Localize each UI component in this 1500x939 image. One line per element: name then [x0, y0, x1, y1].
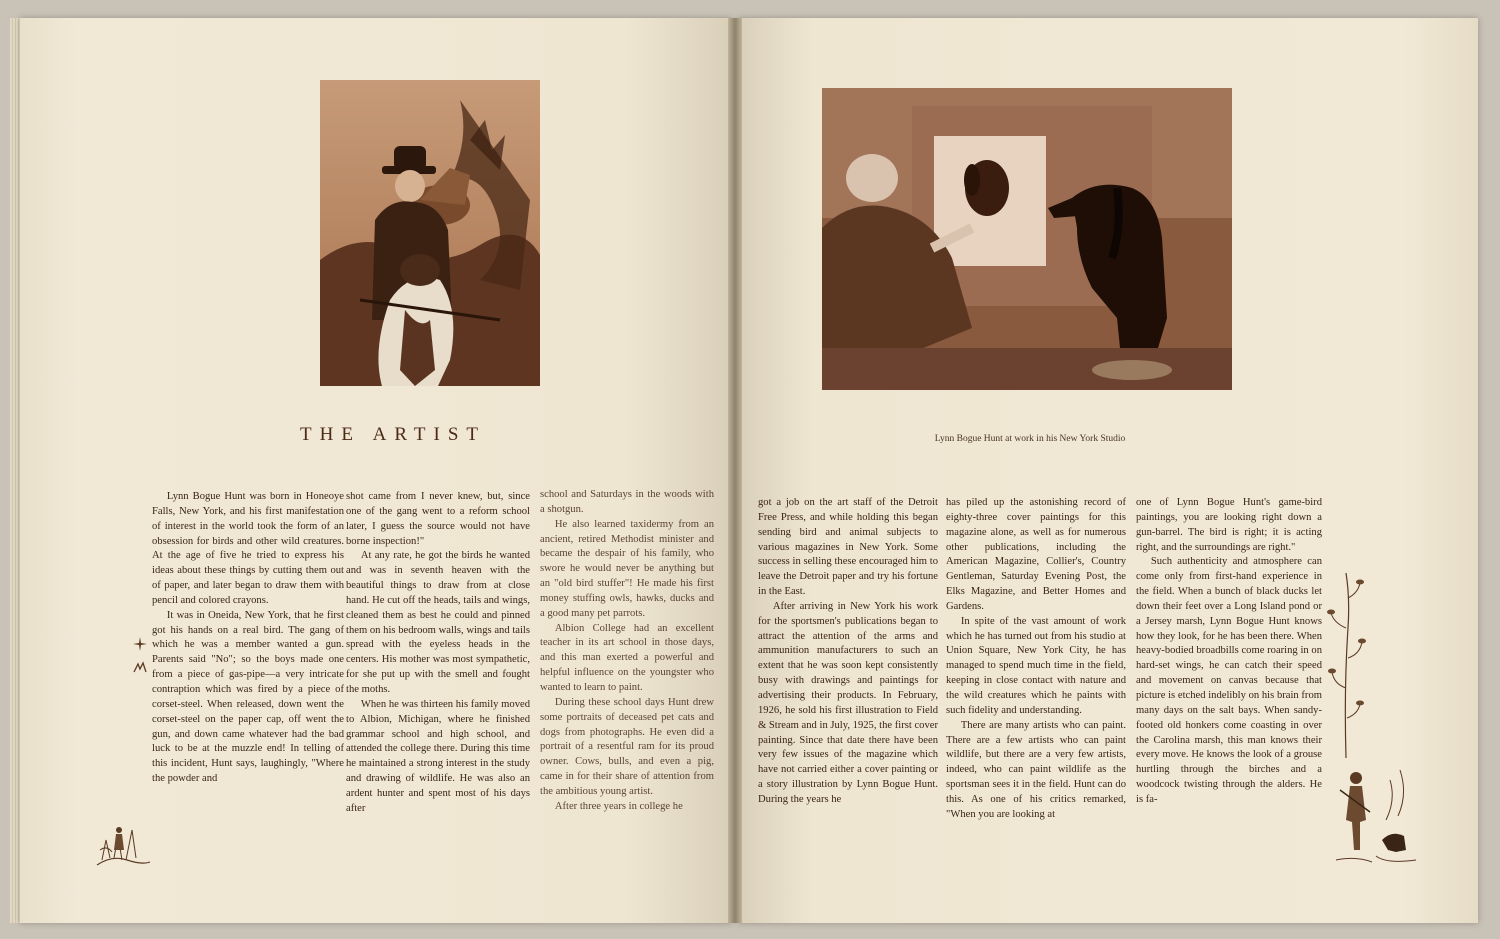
paragraph: It was in Oneida, New York, that he first got his hands on a real bird. The gang of which he was a member wanted a gun. Parents said "No"; so the boys made one from a piece of gas-pipe—a very intricate contraption which was fired by a piece of corset-steel. When released, down went the corset-steel on the paper cap, off went the gun, and down came whatever had the bad luck to be at the muzzle end! In telling of this incident, Hunt says, laughingly, "Where the powder and [152, 609, 344, 785]
paragraph: When he was thirteen his family moved to Albion, Michigan, where he finished grammar school and high school, and attended the college there. During this time he maintained a strong interest in the study and drawing of wildlife. He was also an ardent hunter and spent most of his days after [346, 698, 530, 814]
hunter-sketch-ornament-icon [92, 800, 152, 870]
page-stack-edge [10, 18, 20, 923]
hunter-with-dog-photo-icon [320, 80, 540, 386]
sparkle-ornament-icon [132, 636, 148, 652]
hunter-with-dog-photo [320, 80, 540, 386]
article-title: THE ARTIST [300, 424, 486, 445]
book-gutter [728, 18, 742, 923]
paragraph: one of Lynn Bogue Hunt's game-bird paintings, you are looking right down a gun-barrel. The bird is right; it is acting right, and the surroundings are right." [1136, 497, 1322, 553]
paragraph: Lynn Bogue Hunt was born in Honeoye Falls, New York, and his first manifestation of interest in the world took the form of an obsession for birds and other wild creatures. At the age of five he tried to express his ideas about these things by cutting them out of paper, and later began to draw them with pencil and colored crayons. [152, 491, 344, 606]
article-column-2 [346, 490, 530, 817]
paragraph: After three years in college he [554, 800, 683, 812]
artist-at-easel-photo-icon [822, 88, 1232, 390]
paragraph: Such authenticity and atmosphere can come only from first-hand experience in the field. When a bunch of black ducks let down their feet over a Long Island pond or a Jersey marsh, Lynn Bogue Hunt knows how they look, for he has been there. When heavy-bodied broadbills come roaring in on hard-set wings, he can catch their speed and movement on canvas because that picture is etched indelibly on his brain from many days on the salt bays. When sandy-footed old honkers come coasting in over the Carolina marsh, this man knows their every move. He knows the look of a grouse hurtling through the birches and a woodcock twisting through the alders. He is fa- [1136, 556, 1322, 805]
sparkle-ornament-icon [132, 660, 148, 674]
paragraph: During these school days Hunt drew some portraits of deceased pet cats and dogs from photographs. He even did a portrait of a resentful ram for its proud owner. Cows, bulls, and even a pig, came in for their share of attention from the ambitious young artist. [540, 696, 714, 797]
paragraph: Albion College had an excellent teacher in its art school in those days, and this man exerted a powerful and helpful influence on the youngster who wanted to learn to paint. [540, 622, 714, 693]
paragraph: After arriving in New York his work for the sportsmen's publications began to attract the attention of the arms and ammunition manufacturers to such an extent that he was soon kept consistently busy with drawings and paintings for advertising their products. In February, 1926, he sold his first illustration to Field & Stream and in July, 1925, the first cover painting. Since that date there have been very few issues of the magazine which have not carried either a cover painting or a story illustration by Lynn Bogue Hunt. During the years he [758, 600, 938, 805]
photo-caption: Lynn Bogue Hunt at work in his New York Studio [934, 434, 1126, 444]
paragraph: got a job on the art staff of the Detroit Free Press, and while holding this began sending bird and animal subjects to various magazines in New York. Some success in selling these encouraged him to leave the Detroit paper and try his fortune in the East. [758, 497, 938, 598]
paragraph: school and Saturdays in the woods with a shotgun. [540, 489, 714, 515]
paragraph: There are many artists who can paint. There are a few artists who can paint wildlife, but there are a very few artists, indeed, who can paint wildlife as the sportsman sees it in the field. Hunt can do this. As one of his critics remarked, "When you are looking at [946, 719, 1126, 820]
hunter-and-dog-sketch-ornament-icon [1326, 760, 1420, 870]
article-column-3 [540, 488, 714, 815]
article-column-6 [1136, 496, 1322, 808]
paragraph: He also learned taxidermy from an ancient, retired Methodist minister and became the despair of his family, who swore he would never be anything but an "old bird stuffer"! He made his first money stuffing owls, hawks, ducks and a good many pet parrots. [540, 518, 714, 619]
paragraph: has piled up the astonishing record of eighty-three cover paintings for this magazine alone, as well as for numerous other publications, including the American Magazine, Collier's, Country Gentleman, Saturday Evening Post, the Elks Magazine, and Better Homes and Gardens. [946, 497, 1126, 612]
artist-at-easel-photo [822, 88, 1232, 390]
article-column-4 [758, 496, 938, 808]
paragraph: At any rate, he got the birds he wanted and was in seventh heaven with the beautiful things to draw from at close hand. He cut off the heads, tails and wings, cleaned them as best he could and pinned them on his bedroom walls, wings and tails spread with the eyeless heads in the centers. His mother was most sympathetic, for she put up with the smell and fought the moths. [346, 550, 530, 695]
paragraph: shot came from I never knew, but, since one of the gang went to a reform school later, I guess the source would not have borne inspection!" [346, 491, 530, 547]
article-column-5 [946, 496, 1126, 823]
article-column-1 [152, 490, 344, 787]
foliage-sketch-ornament-icon [1326, 568, 1366, 758]
paragraph: In spite of the vast amount of work which he has turned out from his studio at Union Square, New York City, he has managed to spend much time in the field, keeping in close contact with nature and the wild creatures which he paints with such fidelity and understanding. [946, 615, 1126, 716]
